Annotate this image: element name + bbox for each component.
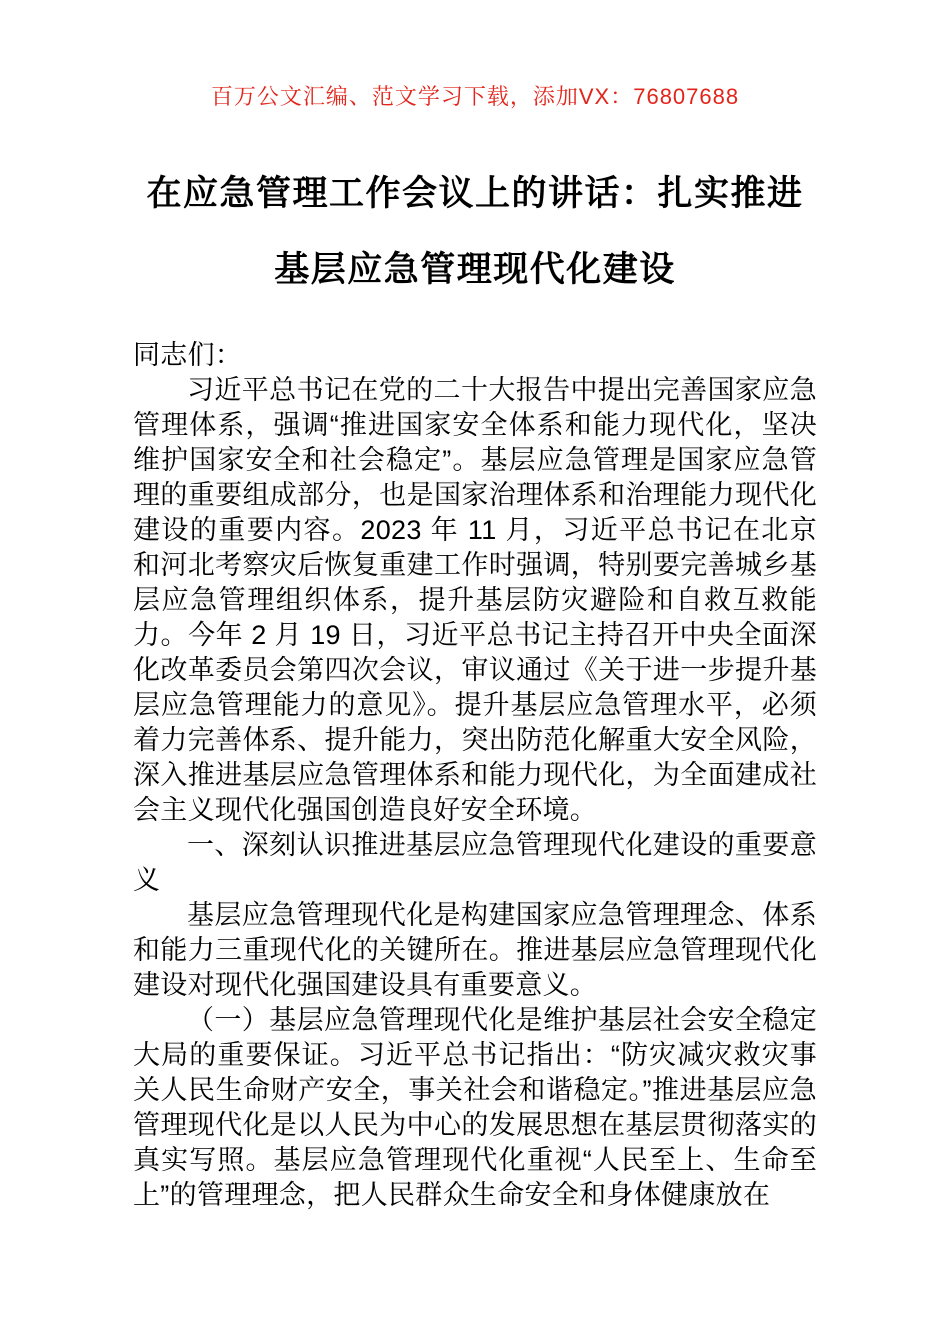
document-title-line-2: 基层应急管理现代化建设 — [274, 250, 676, 289]
salutation: 同志们： — [133, 340, 243, 370]
body-paragraph-point-1: （一）基层应急管理现代化是维护基层社会安全稳定大局的重要保证。习近平总书记指出：“防灾减灾救灾事关人民生命财产安全，事关社会和谐稳定。”推进基层应急管理现代化是以人民为中心的发展思想在基层贯彻落实的真实写照。基层应急管理现代化重视“人民至上、生命至上”的管理理念，把人民群众生命安全和身体健康放在 — [133, 1005, 817, 1210]
promo-banner: 百万公文汇编、范文学习下载，添加VX：76807688 — [210, 84, 740, 109]
body-paragraph-section-overview: 基层应急管理现代化是构建国家应急管理理念、体系和能力三重现代化的关键所在。推进基层应急管理现代化建设对现代化强国建设具有重要意义。 — [133, 900, 817, 1000]
section-heading-1: 一、深刻认识推进基层应急管理现代化建设的重要意义 — [133, 830, 817, 895]
document-title — [133, 156, 817, 308]
document-title-line-1: 在应急管理工作会议上的讲话：扎实推进 — [146, 174, 804, 213]
document-body — [133, 338, 817, 1213]
body-paragraph-intro: 习近平总书记在党的二十大报告中提出完善国家应急管理体系，强调“推进国家安全体系和能力现代化，坚决维护国家安全和社会稳定”。基层应急管理是国家应急管理的重要组成部分，也是国家治理体系和治理能力现代化建设的重要内容。2023 年 11 月，习近平总书记在北京和河北考察灾后恢复重建工作时强调，特别要完善城乡基层应急管理组织体系，提升基层防灾避险和自救互救能力。今年 2 月 19 日，习近平总书记主持召开中央全面深化改革委员会第四次会议，审议通过《关于进一步提升基层应急管理能力的意见》。提升基层应急管理水平，必须着力完善体系、提升能力，突出防范化解重大安全风险，深入推进基层应急管理体系和能力现代化，为全面建成社会主义现代化强国创造良好安全环境。 — [133, 375, 817, 825]
